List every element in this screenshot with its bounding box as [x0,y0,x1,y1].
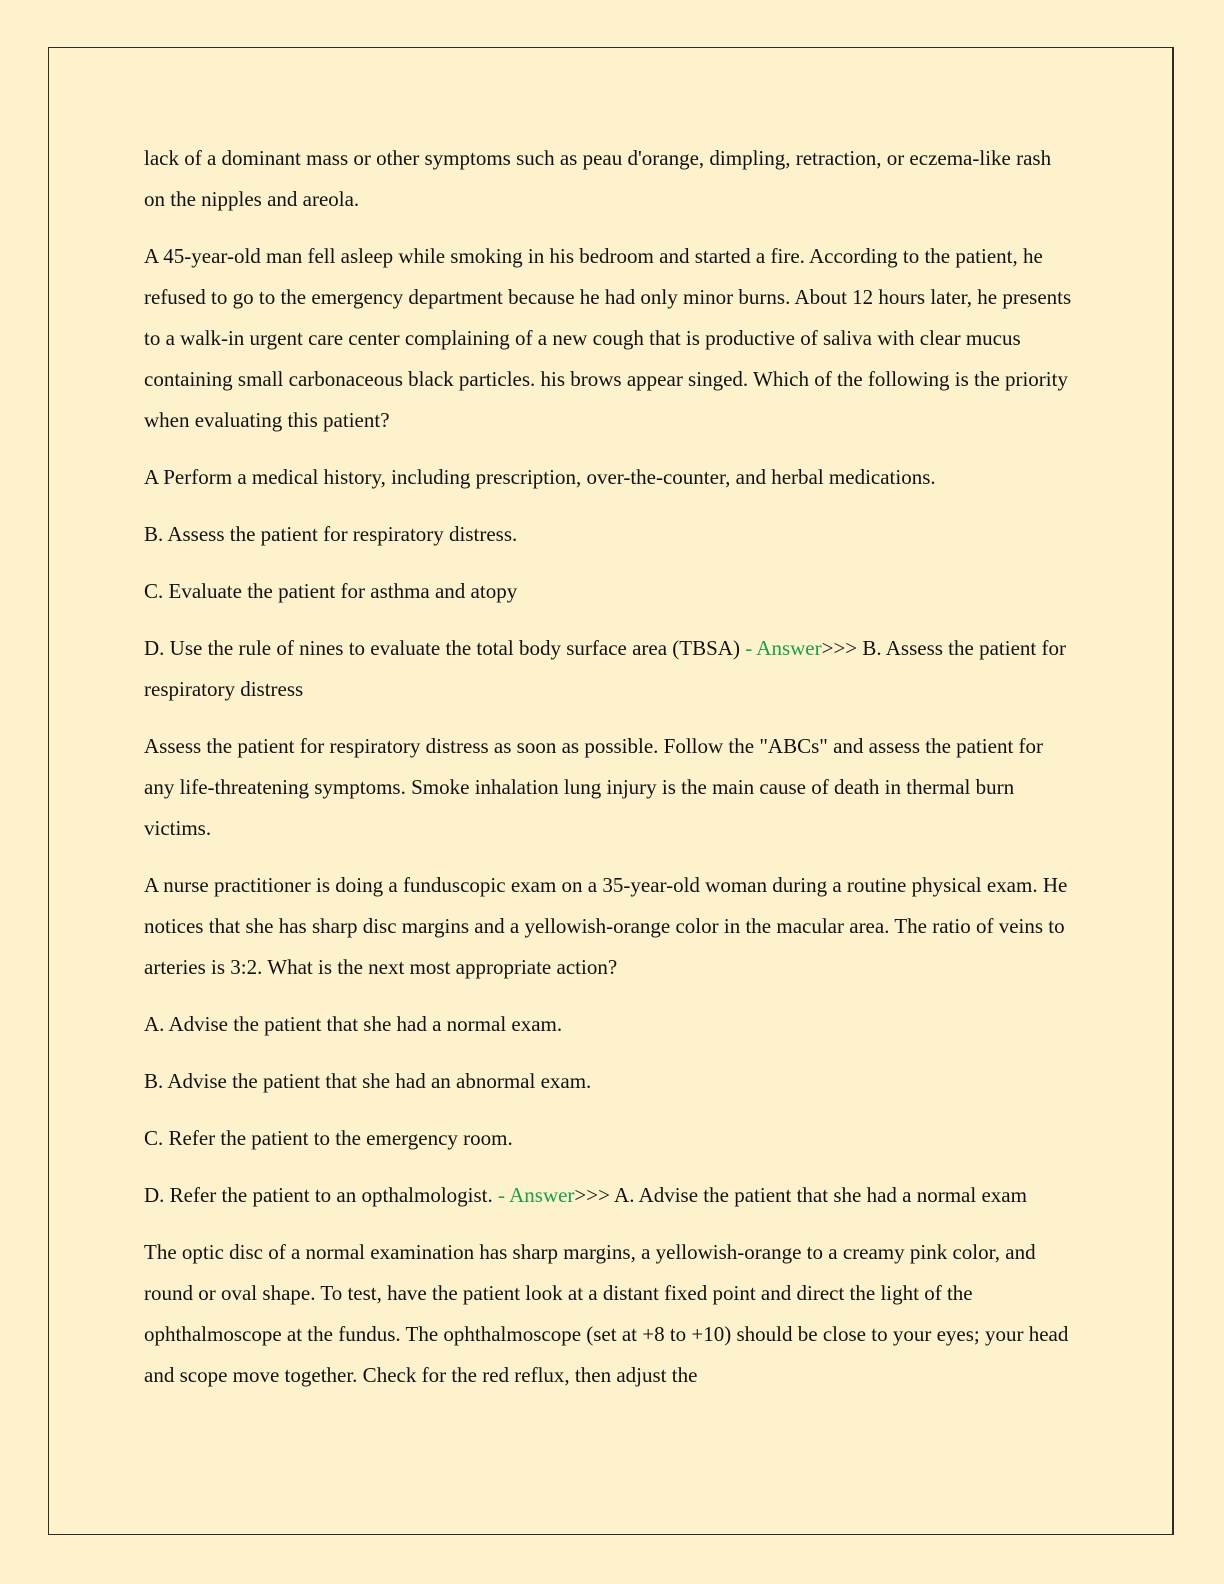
question-1-option-c: C. Evaluate the patient for asthma and atopy [144,579,518,603]
question-2-stem: A nurse practitioner is doing a funduscopic exam on a 35-year-old woman during a routine physical exam. He notices that she has sharp disc margins and a yellowish-orange color in the macular area. The ratio of veins to arteries is 3:2. What is the next most appropriate action? [144,873,1068,979]
document-body [144,138,1074,1412]
question-1-option-b: B. Assess the patient for respiratory distress. [144,522,518,546]
question-1-answer-label: - Answer [739,636,822,660]
question-1-stem: A 45-year-old man fell asleep while smoking in his bedroom and started a fire. According to the patient, he refused to go to the emergency department because he had only minor burns. About 12 hours later, he presents to a walk-in urgent care center complaining of a new cough that is productive of saliva with clear mucus containing small carbonaceous black particles. his brows appear singed. Which of the following is the priority when evaluating this patient? [144,244,1072,432]
question-2-option-d [144,1175,1074,1216]
paragraph-continuation: lack of a dominant mass or other symptoms such as peau d'orange, dimpling, retraction, or eczema-like rash on the nipples and areola. [144,146,1052,211]
question-1-option-d [144,628,1074,710]
question-2-explanation: The optic disc of a normal examination has sharp margins, a yellowish-orange to a creamy pink color, and round or oval shape. To test, have the patient look at a distant fixed point and direct the light of the ophthalmoscope at the fundus. The ophthalmoscope (set at +8 to +10) should be close to your eyes; your head and scope move together. Check for the red reflux, then adjust the [144,1240,1069,1387]
question-2-option-a: A. Advise the patient that she had a normal exam. [144,1012,563,1036]
question-1-option-a: A Perform a medical history, including prescription, over-the-counter, and herbal medications. [144,465,936,489]
question-1-option-d-text: D. Use the rule of nines to evaluate the total body surface area (TBSA) [144,636,740,660]
question-2-option-b: B. Advise the patient that she had an abnormal exam. [144,1069,592,1093]
question-2-answer-label: - Answer [492,1183,575,1207]
question-1-explanation: Assess the patient for respiratory distress as soon as possible. Follow the "ABCs" and assess the patient for any life-threatening symptoms. Smoke inhalation lung injury is the main cause of death in thermal burn victims. [144,734,1044,840]
question-2-option-d-text: D. Refer the patient to an opthalmologist. [144,1183,493,1207]
question-2-answer-text: >>> A. Advise the patient that she had a normal exam [574,1183,1027,1207]
question-1-answer-text: >>> B. Assess the patient for respiratory distress [144,636,1066,701]
question-2-option-c: C. Refer the patient to the emergency room. [144,1126,513,1150]
